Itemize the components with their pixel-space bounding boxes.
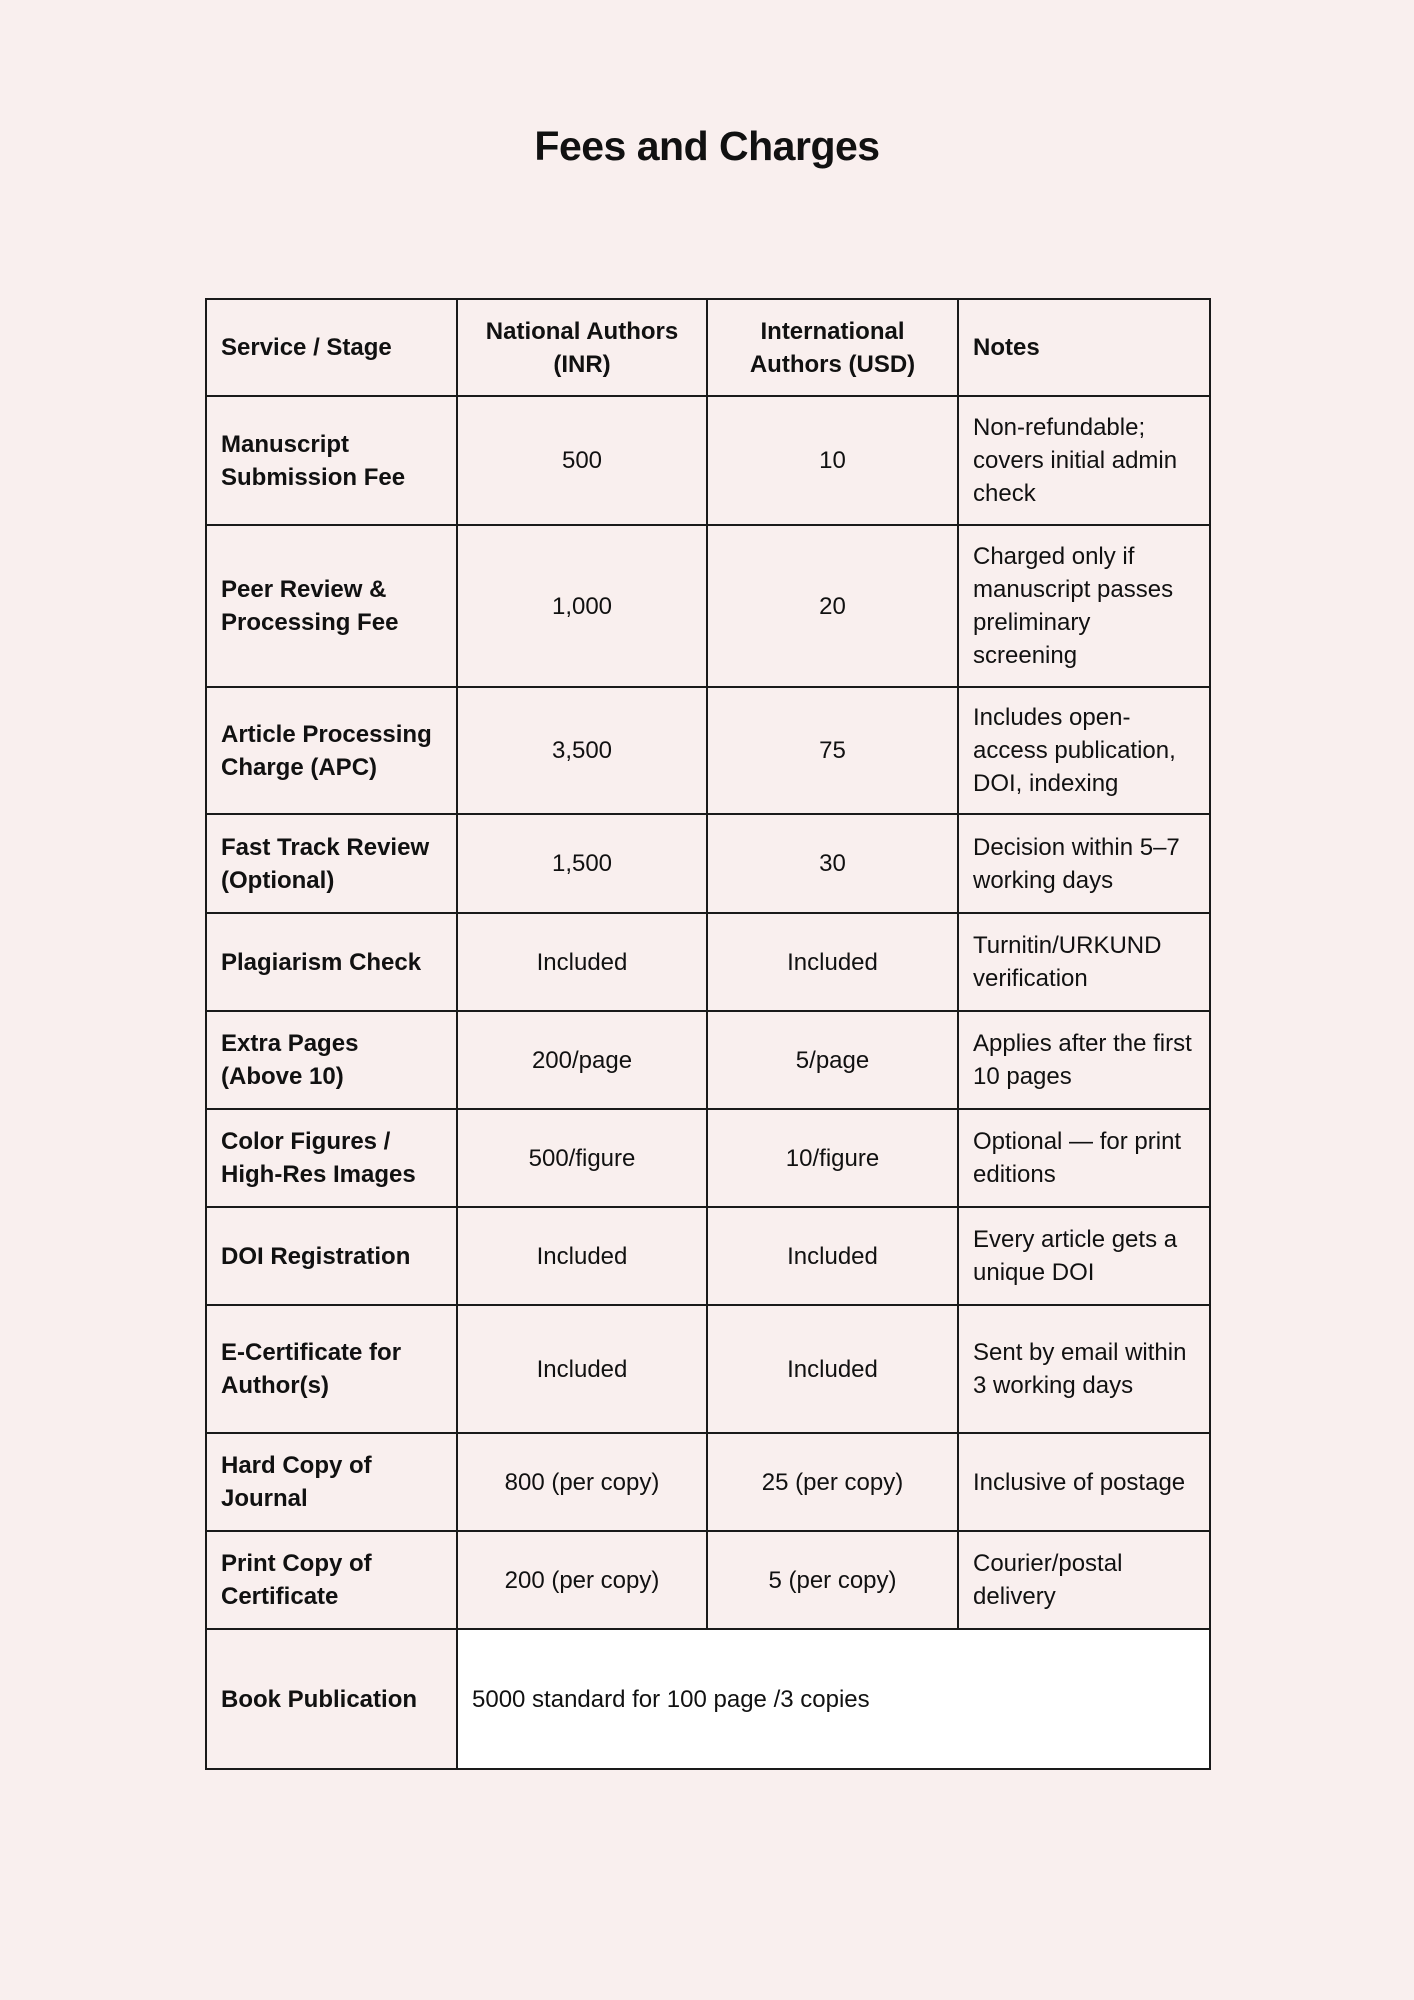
cell-notes: Charged only if manuscript passes preliminary screening (958, 525, 1210, 687)
fees-table (205, 298, 1211, 1770)
cell-international: Included (707, 913, 958, 1011)
table-row (206, 396, 1210, 525)
cell-international: 20 (707, 525, 958, 687)
cell-notes: Decision within 5–7 working days (958, 814, 1210, 913)
header-national: National Authors (INR) (457, 299, 707, 396)
cell-notes: Sent by email within 3 working days (958, 1305, 1210, 1433)
cell-international: Included (707, 1207, 958, 1305)
cell-service: Manuscript Submission Fee (206, 396, 457, 525)
cell-book-publication-details: 5000 standard for 100 page /3 copies (457, 1629, 1210, 1769)
cell-notes: Every article gets a unique DOI (958, 1207, 1210, 1305)
cell-national: 200/page (457, 1011, 707, 1109)
header-service: Service / Stage (206, 299, 457, 396)
cell-notes: Turnitin/URKUND verification (958, 913, 1210, 1011)
cell-notes: Courier/postal delivery (958, 1531, 1210, 1629)
cell-national: Included (457, 1207, 707, 1305)
cell-national: Included (457, 1305, 707, 1433)
page-title: Fees and Charges (534, 123, 880, 169)
cell-international: 10/figure (707, 1109, 958, 1207)
cell-service: Extra Pages (Above 10) (206, 1011, 457, 1109)
cell-international: 75 (707, 687, 958, 814)
cell-international: 30 (707, 814, 958, 913)
cell-service: Hard Copy of Journal (206, 1433, 457, 1531)
table-row (206, 1207, 1210, 1305)
header-international: International Authors (USD) (707, 299, 958, 396)
table-row (206, 913, 1210, 1011)
cell-national: 3,500 (457, 687, 707, 814)
table-row (206, 814, 1210, 913)
cell-notes: Applies after the first 10 pages (958, 1011, 1210, 1109)
cell-national: 500 (457, 396, 707, 525)
cell-national: 200 (per copy) (457, 1531, 707, 1629)
cell-national: 500/figure (457, 1109, 707, 1207)
cell-service: Color Figures / High-Res Images (206, 1109, 457, 1207)
cell-service: Print Copy of Certificate (206, 1531, 457, 1629)
table-row (206, 687, 1210, 814)
cell-service: E-Certificate for Author(s) (206, 1305, 457, 1433)
table-row (206, 1531, 1210, 1629)
table-header-row (206, 299, 1210, 396)
cell-notes: Inclusive of postage (958, 1433, 1210, 1531)
table-row (206, 1109, 1210, 1207)
cell-international: 25 (per copy) (707, 1433, 958, 1531)
cell-service: Peer Review & Processing Fee (206, 525, 457, 687)
header-notes: Notes (958, 299, 1210, 396)
cell-service: DOI Registration (206, 1207, 457, 1305)
cell-service: Book Publication (206, 1629, 457, 1769)
table-row (206, 1011, 1210, 1109)
cell-national: 1,000 (457, 525, 707, 687)
table-row (206, 1433, 1210, 1531)
cell-service: Fast Track Review (Optional) (206, 814, 457, 913)
cell-international: 5 (per copy) (707, 1531, 958, 1629)
book-publication-row (206, 1629, 1210, 1769)
cell-notes: Optional — for print editions (958, 1109, 1210, 1207)
table-row (206, 525, 1210, 687)
table-row (206, 1305, 1210, 1433)
cell-notes: Non-refundable; covers initial admin check (958, 396, 1210, 525)
cell-service: Plagiarism Check (206, 913, 457, 1011)
cell-notes: Includes open-access publication, DOI, indexing (958, 687, 1210, 814)
cell-national: 1,500 (457, 814, 707, 913)
cell-national: 800 (per copy) (457, 1433, 707, 1531)
cell-service: Article Processing Charge (APC) (206, 687, 457, 814)
cell-national: Included (457, 913, 707, 1011)
cell-international: 5/page (707, 1011, 958, 1109)
cell-international: Included (707, 1305, 958, 1433)
cell-international: 10 (707, 396, 958, 525)
